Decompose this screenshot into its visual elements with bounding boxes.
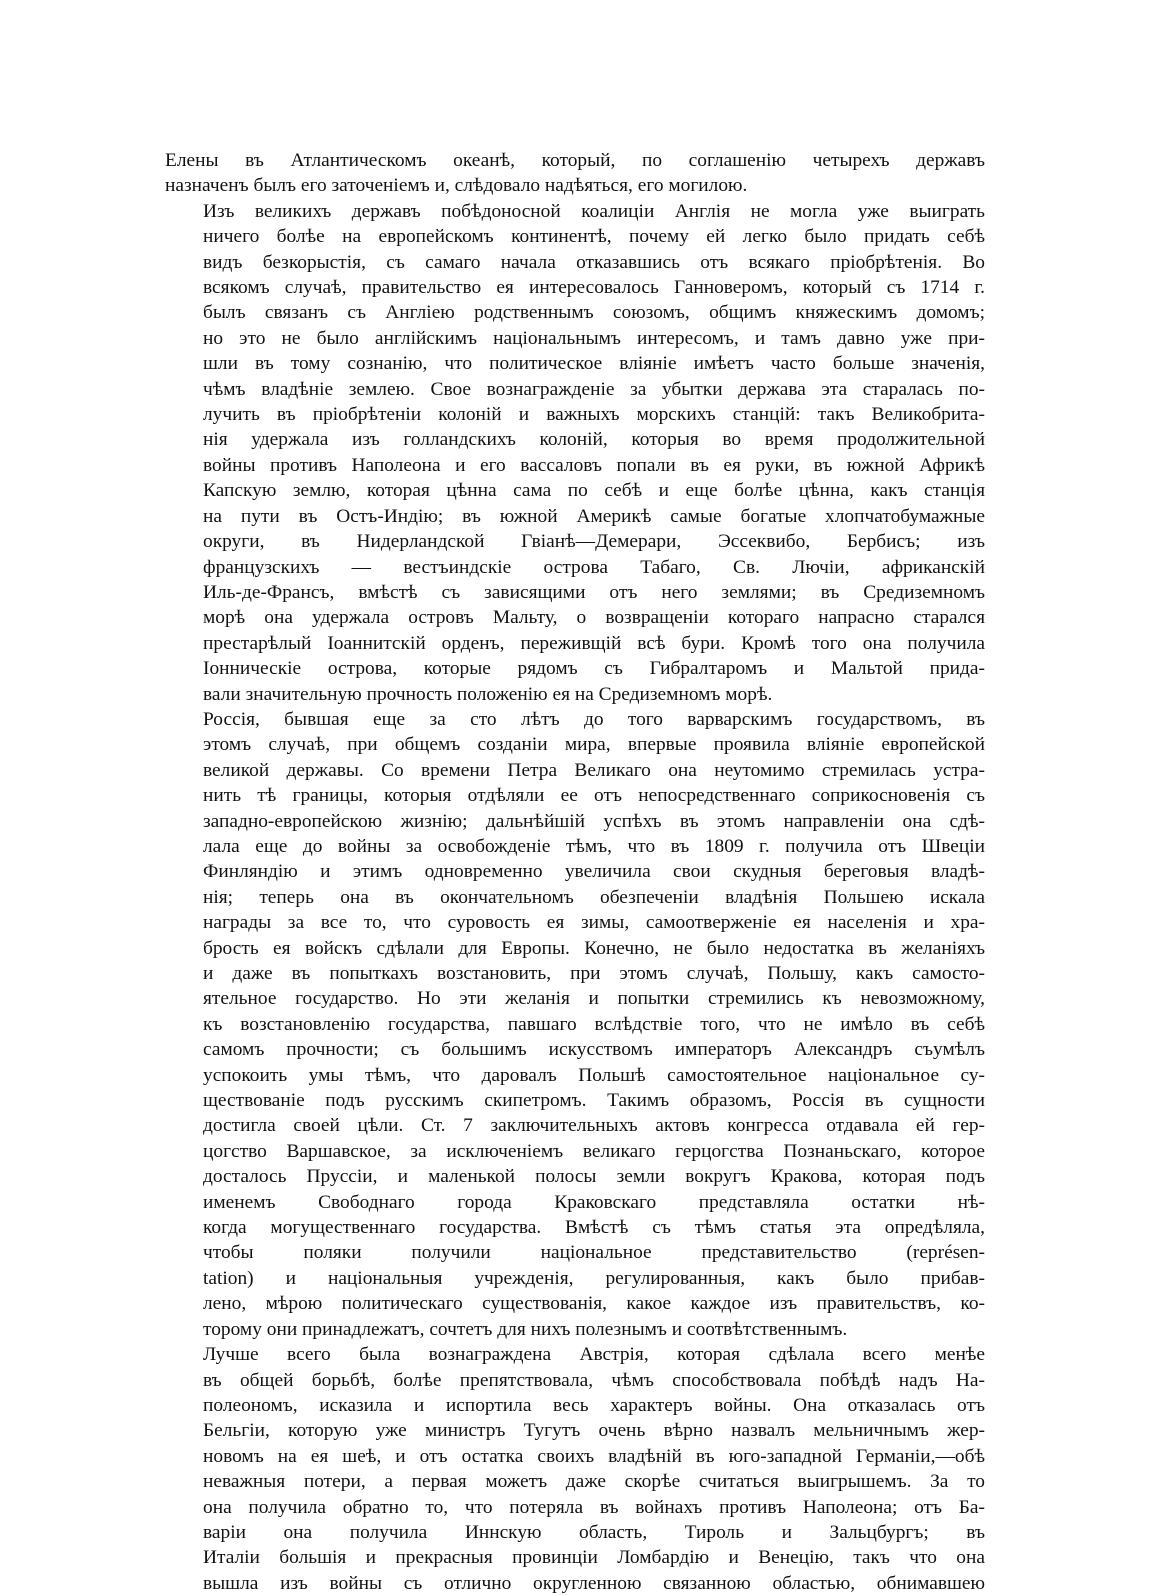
text-line: цогство Варшавское, за исключеніемъ великаго герцогства Познаньскаго, которое	[203, 1140, 985, 1162]
text-line: когда могущественнаго государства. Вмѣстѣ съ тѣмъ статья эта опредѣляла,	[203, 1217, 985, 1239]
paragraph-4	[165, 1342, 985, 1596]
text-line: великой державы. Со времени Петра Великаго она неутомимо стремилась устра-	[203, 759, 985, 781]
text-line: на пути въ Остъ-Индію; въ южной Америкѣ самые богатые хлопчатобумажные	[203, 505, 985, 527]
text-line: полеономъ, исказила и испортила весь характеръ войны. Она отказалась отъ	[203, 1394, 985, 1416]
text-line: видъ безкорыстія, съ самаго начала отказавшись отъ всякаго пріобрѣтенія. Во	[203, 251, 985, 273]
text-line: она получила обратно то, что потеряла въ войнахъ противъ Наполеона; отъ Ба-	[203, 1496, 985, 1518]
text-line: ществованіе подъ русскимъ скипетромъ. Такимъ образомъ, Россія въ сущности	[203, 1090, 985, 1112]
text-line: Лучше всего была вознаграждена Австрія, которая сдѣлала всего менѣе	[203, 1344, 985, 1366]
text-line: неважныя потери, а первая можетъ даже скорѣе считаться выигрышемъ. За то	[203, 1471, 985, 1493]
text-line: вали значительную прочность положенію ея на Средиземномъ морѣ.	[203, 683, 773, 705]
text-line: новомъ на ея шеѣ, и отъ остатка своихъ владѣній въ юго-западной Германіи,—обѣ	[203, 1445, 985, 1467]
text-line: шли въ тому сознанію, что политическое вліяніе имѣетъ часто больше значенія,	[203, 353, 985, 375]
text-line: назначенъ былъ его заточеніемъ и, слѣдовало надѣяться, его могилою.	[165, 175, 748, 197]
text-line: Россія, бывшая еще за сто лѣтъ до того варварскимъ государствомъ, въ	[203, 708, 985, 730]
text-line: tation) и національныя учрежденія, регулированныя, какъ было прибав-	[203, 1267, 985, 1289]
text-line: морѣ она удержала островъ Мальту, о возвращеніи котораго напрасно старался	[203, 607, 985, 629]
text-line: нія; теперь она въ окончательномъ обезпеченіи владѣнія Польшею искала	[203, 886, 985, 908]
text-line: Финляндію и этимъ одновременно увеличила свои скудныя береговыя владѣ-	[203, 861, 985, 883]
text-line: вышла изъ войны съ отлично округленною связанною областью, обнимавшею	[203, 1572, 985, 1594]
text-line: нить тѣ границы, которыя отдѣляли ее отъ непосредственнаго соприкосновенія съ	[203, 785, 985, 807]
text-line: торому они принадлежатъ, сочтетъ для нихъ полезнымъ и соотвѣтственнымъ.	[203, 1318, 848, 1340]
text-line: именемъ Свободнаго города Краковскаго представляла остатки нѣ-	[203, 1191, 985, 1213]
document-page	[165, 148, 985, 1596]
text-line: Италіи большія и прекрасныя провинціи Ломбардію и Венецію, такъ что она	[203, 1547, 985, 1569]
text-line: войны противъ Наполеона и его вассаловъ попали въ ея руки, въ южной Африкѣ	[203, 454, 985, 476]
text-line: округи, въ Нидерландской Гвіанѣ—Демерари, Эссеквибо, Бербисъ; изъ	[203, 531, 985, 553]
text-line: Іонническіе острова, которые рядомъ съ Гибралтаромъ и Мальтой прида-	[203, 658, 985, 680]
text-line: французскихъ — вестъиндскіе острова Табаго, Св. Лючіи, африканскій	[203, 556, 985, 578]
text-line: всякомъ случаѣ, правительство ея интересовалось Ганноверомъ, который съ 1714 г.	[203, 277, 985, 299]
text-line: самомъ прочности; съ большимъ искусствомъ императоръ Александръ съумѣлъ	[203, 1039, 985, 1061]
paragraph-1	[165, 148, 985, 199]
text-line: ятельное государство. Но эти желанія и попытки стремились къ невозможному,	[203, 988, 985, 1010]
text-line: лено, мѣрою политическаго существованія, какое каждое изъ правительствъ, ко-	[203, 1293, 985, 1315]
text-line: престарѣлый Іоаннитскій орденъ, переживщій всѣ бури. Кромѣ того она получила	[203, 632, 985, 654]
text-line: чѣмъ владѣніе землею. Свое вознагражденіе за убытки держава эта старалась по-	[203, 378, 985, 400]
text-line: награды за все то, что суровость ея зимы, самоотверженіе ея населенія и хра-	[203, 912, 985, 934]
text-line: варіи она получила Иннскую область, Тироль и Зальцбургъ; въ	[203, 1521, 985, 1543]
text-line: чтобы поляки получили національное представительство (représen-	[203, 1242, 985, 1264]
text-line: но это не было англійскимъ національнымъ интересомъ, и тамъ давно уже при-	[203, 327, 985, 349]
text-line: къ возстановленію государства, павшаго вслѣдствіе того, что не имѣло въ себѣ	[203, 1013, 985, 1035]
text-line: Иль-де-Франсъ, вмѣстѣ съ зависящими отъ него землями; въ Средиземномъ	[203, 581, 985, 603]
text-line: достигла своей цѣли. Ст. 7 заключительныхъ актовъ конгресса отдавала ей гер-	[203, 1115, 985, 1137]
text-line: Елены въ Атлантическомъ океанѣ, который, по соглашенію четырехъ державъ	[165, 150, 985, 171]
text-line: успокоить умы тѣмъ, что даровалъ Польшѣ самостоятельное національное су-	[203, 1064, 985, 1086]
text-line: и даже въ попыткахъ возстановить, при этомъ случаѣ, Польшу, какъ самосто-	[203, 963, 985, 984]
text-line: Изъ великихъ державъ побѣдоносной коалиціи Англія не могла уже выиграть	[203, 200, 985, 222]
text-line: былъ связанъ съ Англіею родственнымъ союзомъ, общимъ княжескимъ домомъ;	[203, 302, 985, 324]
text-line: въ общей борьбѣ, болѣе препятствовала, чѣмъ способствовала побѣдѣ надъ На-	[203, 1369, 985, 1391]
paragraph-2	[165, 199, 985, 707]
text-line: досталось Пруссіи, и маленькой полосы земли вокругъ Кракова, которая подъ	[203, 1166, 985, 1188]
text-line: Бельгіи, которую уже министръ Тугутъ очень вѣрно назвалъ мельничнымъ жер-	[203, 1420, 985, 1442]
text-line: Капскую землю, которая цѣнна сама по себѣ и еще болѣе цѣнна, какъ станція	[203, 480, 985, 502]
text-line: брость ея войскъ сдѣлали для Европы. Конечно, не было недостатка въ желаніяхъ	[203, 937, 985, 959]
text-line: нія удержала изъ голландскихъ колоній, которыя во время продолжительной	[203, 429, 985, 451]
text-line: западно-европейскою жизнію; дальнѣйшій успѣхъ въ этомъ направленіи она сдѣ-	[203, 810, 985, 832]
text-line: этомъ случаѣ, при общемъ созданіи мира, впервые проявила вліяніе европейской	[203, 734, 985, 756]
text-line: лала еще до войны за освобожденіе тѣмъ, что въ 1809 г. получила отъ Швеціи	[203, 835, 985, 857]
paragraph-3	[165, 707, 985, 1342]
text-line: лучить въ пріобрѣтеніи колоній и важныхъ морскихъ станцій: такъ Великобрита-	[203, 404, 985, 426]
text-line: ничего болѣе на европейскомъ континентѣ, почему ей легко было придать себѣ	[203, 226, 985, 248]
